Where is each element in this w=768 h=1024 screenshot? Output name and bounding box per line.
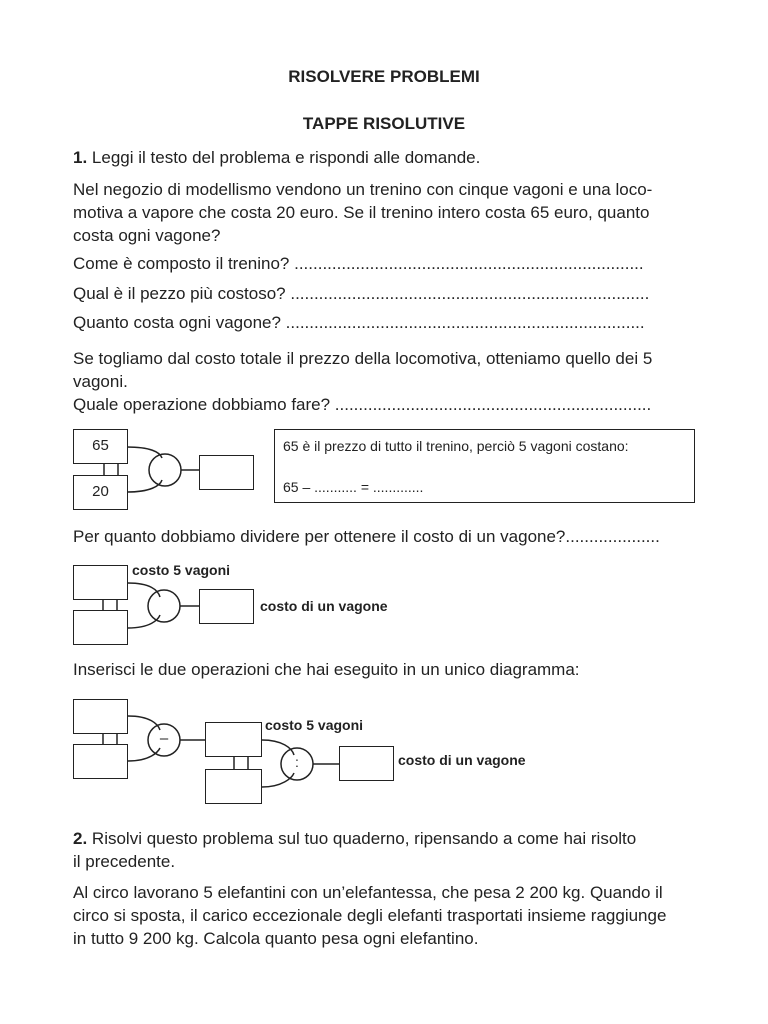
page-subtitle: TAPPE RISOLUTIVE (302, 114, 466, 133)
problem-1-line: Nel negozio di modellismo vendono un trenino con cinque vagoni e una loco- (73, 180, 653, 199)
diagram3-bottom-box[interactable] (73, 744, 128, 779)
problem-2-line: in tutto 9 200 kg. Calcola quanto pesa ogni elefantino. (73, 929, 479, 948)
question-divide[interactable]: Per quanto dobbiamo dividere per ottenere il costo di un vagone?.................... (73, 527, 660, 546)
diagram2-label-top: costo 5 vagoni (132, 562, 231, 578)
diagram3-result-box[interactable] (339, 746, 394, 781)
diagram1-result-box[interactable] (199, 455, 254, 490)
diagram3-divide-operator: : (295, 754, 299, 770)
diagram2-label-result: costo di un vagone (260, 598, 388, 614)
question-operation[interactable]: Quale operazione dobbiamo fare? ................................................................... (73, 395, 652, 414)
diagram2-bottom-box[interactable] (73, 610, 128, 645)
exercise-2-instruction: 2. Risolvi questo problema sul tuo quaderno, ripensando a come hai risolto (73, 829, 637, 848)
diagram3-label-result: costo di un vagone (398, 752, 526, 768)
diagram3-minus-operator: – (159, 730, 169, 747)
problem-1-line: costa ogni vagone? (73, 226, 221, 245)
diagram3-top-box[interactable] (73, 699, 128, 734)
diagram3-mid-top-box[interactable] (205, 722, 262, 757)
diagram3-label-mid: costo 5 vagoni (265, 717, 364, 733)
diagram2-result-box[interactable] (199, 589, 254, 624)
diagram3-mid-bottom-box[interactable] (205, 769, 262, 804)
problem-2-line: Al circo lavorano 5 elefantini con un’elefantessa, che pesa 2 200 kg. Quando il (73, 883, 663, 902)
page-title: RISOLVERE PROBLEMI (288, 67, 480, 86)
paragraph-line: vagoni. (73, 372, 128, 391)
diagram1-bottom-box: 20 (73, 475, 128, 510)
question-wagon-cost[interactable]: Quanto costa ogni vagone? ............................................................................ (73, 313, 645, 332)
combined-instruction: Inserisci le due operazioni che hai eseguito in un unico diagramma: (73, 660, 580, 679)
exercise-1-number: 1. (73, 148, 88, 167)
diagram1-info-box (274, 429, 695, 503)
problem-2-line: circo si sposta, il carico eccezionale degli elefanti trasportati insieme raggiunge (73, 906, 667, 925)
paragraph-line: Se togliamo dal costo totale il prezzo della locomotiva, otteniamo quello dei 5 (73, 349, 653, 368)
info-line: 65 è il prezzo di tutto il trenino, perciò 5 vagoni costano: (283, 438, 629, 454)
exercise-2-number: 2. (73, 829, 88, 848)
question-most-expensive[interactable]: Qual è il pezzo più costoso? ............................................................................ (73, 284, 650, 303)
exercise-1-instruction: 1. Leggi il testo del problema e rispondi alle domande. (73, 148, 481, 167)
diagram1-top-box: 65 (73, 429, 128, 464)
diagram2-top-box[interactable] (73, 565, 128, 600)
exercise-2-instruction-line: il precedente. (73, 852, 176, 871)
question-composition[interactable]: Come è composto il trenino? .......................................................................... (73, 254, 644, 273)
problem-1-line: motiva a vapore che costa 20 euro. Se il trenino intero costa 65 euro, quanto (73, 203, 650, 222)
info-equation[interactable]: 65 – ........... = ............. (283, 479, 424, 495)
